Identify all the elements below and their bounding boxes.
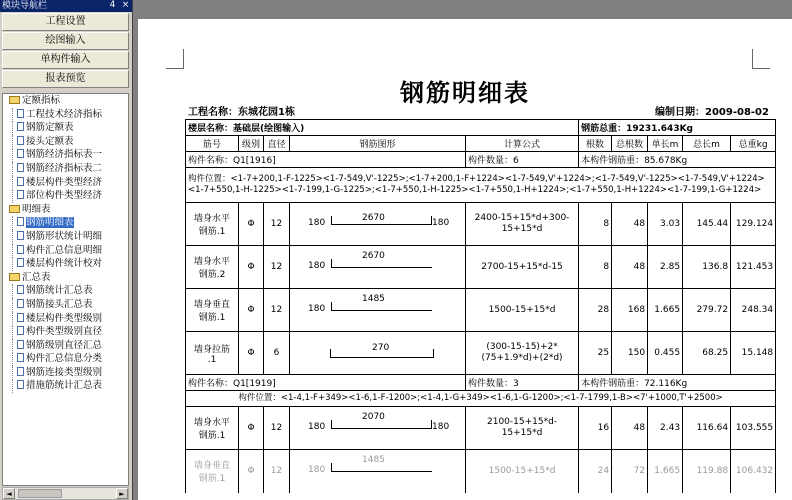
rebar-count: 28 — [579, 289, 612, 332]
member-count: 构件数量：6 — [466, 152, 579, 168]
scroll-left-icon[interactable]: ◄ — [3, 488, 15, 499]
rebar-bar — [332, 224, 432, 225]
rebar-bar — [332, 471, 432, 472]
tree-item-2[interactable] — [3, 121, 128, 135]
report-date: 编制日期：2009-08-02 — [655, 107, 769, 118]
member-count: 构件数量：3 — [466, 375, 579, 391]
column-header-8: 总长m — [683, 136, 731, 152]
navigator-title-bar — [0, 0, 132, 12]
rebar-row[interactable] — [186, 246, 776, 289]
rebar-name: 墙身垂直 钢筋.1 — [186, 289, 239, 332]
tree-item-11[interactable] — [3, 244, 128, 258]
folder-icon — [9, 273, 20, 281]
tie-hook-left — [330, 349, 331, 357]
tree-item-5[interactable] — [3, 162, 128, 176]
column-header-3: 钢筋图形 — [290, 136, 466, 152]
report-page — [138, 19, 792, 500]
rebar-total-length: 279.72 — [683, 289, 731, 332]
rebar-name: 墙身水平 钢筋.2 — [186, 246, 239, 289]
project-name: 工程名称：东城花园1栋 — [188, 107, 295, 118]
rebar-total-weight: 15.148 — [731, 332, 776, 375]
rebar-grade: Φ — [239, 407, 264, 450]
rebar-left-hook-label: 180 — [308, 261, 326, 271]
rebar-count: 8 — [579, 203, 612, 246]
rebar-diameter: 12 — [264, 203, 290, 246]
tree-item-19[interactable] — [3, 352, 128, 366]
tree-folder-13[interactable] — [3, 271, 128, 285]
rebar-unit-length: 3.03 — [648, 203, 683, 246]
pin-icon[interactable]: 4 — [109, 0, 116, 10]
rebar-length-label: 2670 — [362, 213, 385, 223]
member-weight: 本构件钢筋重：85.678Kg — [579, 152, 776, 168]
tree-item-12[interactable] — [3, 257, 128, 271]
navigator-title: 模块导航栏 — [2, 1, 48, 11]
rebar-formula: (300-15-15)+2*(75+1.9*d)+(2*d) — [466, 332, 579, 375]
rebar-shape-cell — [290, 289, 466, 332]
rebar-grade: Φ — [239, 332, 264, 375]
floor-name: 楼层名称：基础层(绘图输入) — [186, 120, 579, 136]
tie-hook-right — [433, 349, 434, 357]
rebar-shape — [292, 204, 463, 244]
rebar-length-label: 2670 — [362, 251, 385, 261]
tree-item-label: 钢筋经济指标表一 — [26, 149, 103, 161]
rebar-total-length: 145.44 — [683, 203, 731, 246]
rebar-total-length: 68.25 — [683, 332, 731, 375]
rebar-grade: Φ — [239, 450, 264, 493]
rebar-unit-length: 2.85 — [648, 246, 683, 289]
rebar-shape-cell — [290, 246, 466, 289]
rebar-row[interactable] — [186, 407, 776, 450]
tree-horizontal-scrollbar[interactable] — [2, 487, 129, 500]
rebar-unit-length: 1.665 — [648, 289, 683, 332]
rebar-formula: 1500-15+15*d — [466, 450, 579, 493]
rebar-total-count: 72 — [612, 450, 648, 493]
rebar-unit-length: 1.665 — [648, 450, 683, 493]
rebar-shape — [292, 451, 463, 491]
member-position: 构件位置：<1-7+200,1-F-1225><1-7-549,V'-1225>;<1-7+200,1-F+1224><1-7-549,V'+1224>;<1-7-549,V'-1225><1-7-549,V'+1224><1-7+550,1-H-1225><1-7-199,1-G-1225>;<1-7+550,1-H-1225><1-7+550,1-H+1224>;<1-7+550,1-H+1224><1-7-199,1-G+1224> — [186, 168, 776, 203]
tree-item-label: 楼层构件类型经济 — [26, 176, 103, 188]
rebar-length-label: 2070 — [362, 412, 385, 422]
rebar-formula: 2400-15+15*d+300-15+15*d — [466, 203, 579, 246]
document-icon — [17, 217, 24, 226]
document-icon — [17, 340, 24, 349]
document-icon — [17, 231, 24, 240]
tree-item-label: 钢筋定额表 — [26, 122, 74, 134]
rebar-diameter: 12 — [264, 289, 290, 332]
nav-button-report-preview[interactable]: 报表预览 — [2, 70, 129, 88]
folder-icon — [9, 205, 20, 213]
rebar-shape — [292, 247, 463, 287]
member-weight: 本构件钢筋重：72.116Kg — [579, 375, 776, 391]
rebar-total-weight: 121.453 — [731, 246, 776, 289]
tree-item-18[interactable] — [3, 339, 128, 353]
rebar-shape-cell — [290, 332, 466, 375]
tie-bar — [330, 357, 434, 358]
document-icon — [17, 367, 24, 376]
column-header-2: 直径 — [264, 136, 290, 152]
column-header-5: 根数 — [579, 136, 612, 152]
report-title: 钢筋明细表 — [400, 78, 530, 107]
rebar-length-label: 1485 — [362, 294, 385, 304]
tree-item-17[interactable] — [3, 325, 128, 339]
close-icon[interactable]: × — [121, 0, 130, 10]
scroll-thumb[interactable] — [18, 489, 62, 498]
tree-item-label: 部位构件类型经济 — [26, 190, 103, 202]
tree-item-10[interactable] — [3, 230, 128, 244]
folder-icon — [9, 96, 20, 104]
tree-item-14[interactable] — [3, 284, 128, 298]
rebar-count: 8 — [579, 246, 612, 289]
tree-item-label: 钢筋形状统计明细 — [26, 230, 103, 242]
rebar-length-label: 270 — [372, 343, 390, 353]
rebar-formula: 2700-15+15*d-15 — [466, 246, 579, 289]
rebar-name: 墙身水平 钢筋.1 — [186, 203, 239, 246]
document-icon — [17, 177, 24, 186]
rebar-shape-cell — [290, 203, 466, 246]
rebar-bar — [332, 428, 432, 429]
tree-item-label: 明细表 — [22, 203, 51, 215]
tree-item-6[interactable] — [3, 176, 128, 190]
rebar-grade: Φ — [239, 203, 264, 246]
tree-item-label: 楼层构件类型级别 — [26, 312, 103, 324]
rebar-shape — [292, 333, 463, 373]
tree-item-label: 接头定额表 — [26, 135, 74, 147]
rebar-grade: Φ — [239, 246, 264, 289]
rebar-right-hook-label: 180 — [432, 422, 450, 432]
tree-item-label: 钢筋明细表 — [26, 217, 74, 229]
tree-item-16[interactable] — [3, 312, 128, 326]
document-icon — [17, 326, 24, 335]
tree-item-3[interactable] — [3, 135, 128, 149]
document-icon — [17, 245, 24, 254]
document-icon — [17, 122, 24, 131]
tree-folder-8[interactable] — [3, 203, 128, 217]
tree-item-label: 钢筋连接类型级别 — [26, 366, 103, 378]
member-position: 构件位置：<1-4,1-F+349><1-6,1-F-1200>;<1-4,1-G+349><1-6,1-G-1200>;<1-7-1799,1-B><7'+1000,T'+2500> — [186, 391, 776, 407]
document-icon — [17, 149, 24, 158]
member-name: 构件名称：Q1[1919] — [186, 375, 466, 391]
rebar-total-count: 150 — [612, 332, 648, 375]
rebar-shape — [292, 290, 463, 330]
tree-item-label: 工程技术经济指标 — [26, 108, 103, 120]
tree-item-9[interactable] — [3, 216, 128, 230]
tree-item-7[interactable] — [3, 189, 128, 203]
rebar-right-hook-label: 180 — [432, 218, 450, 228]
rebar-diameter: 6 — [264, 332, 290, 375]
rebar-total-weight: 106.432 — [731, 450, 776, 493]
nav-button-single-member-input[interactable]: 单构件输入 — [2, 51, 129, 69]
rebar-bar — [332, 310, 432, 311]
rebar-left-hook-label: 180 — [308, 465, 326, 476]
column-header-0: 筋号 — [186, 136, 239, 152]
rebar-name: 墙身水平 钢筋.1 — [186, 407, 239, 450]
rebar-count: 25 — [579, 332, 612, 375]
document-icon — [17, 136, 24, 145]
rebar-total-count: 48 — [612, 407, 648, 450]
tree-item-label: 构件汇总信息分类 — [26, 353, 103, 365]
crop-mark-top-right — [752, 49, 770, 69]
rebar-shape-cell — [290, 407, 466, 450]
rebar-count: 16 — [579, 407, 612, 450]
document-icon — [17, 190, 24, 199]
rebar-total-count: 48 — [612, 203, 648, 246]
tree-item-21[interactable] — [3, 379, 128, 393]
tree-item-label: 钢筋统计汇总表 — [26, 285, 93, 297]
document-icon — [17, 313, 24, 322]
scroll-right-icon[interactable]: ► — [116, 488, 128, 499]
rebar-total-length: 119.88 — [683, 450, 731, 493]
column-header-4: 计算公式 — [466, 136, 579, 152]
document-icon — [17, 380, 24, 389]
module-navigator-panel — [0, 0, 133, 500]
column-header-6: 总根数 — [612, 136, 648, 152]
rebar-left-hook-label: 180 — [308, 304, 326, 314]
document-icon — [17, 109, 24, 118]
rebar-total-weight: 248.34 — [731, 289, 776, 332]
document-icon — [17, 285, 24, 294]
rebar-diameter: 12 — [264, 246, 290, 289]
rebar-left-hook-label: 180 — [308, 218, 326, 228]
nav-button-drawing-input[interactable]: 绘图输入 — [2, 32, 129, 50]
tree-item-label: 楼层构件统计校对 — [26, 258, 103, 270]
rebar-count: 24 — [579, 450, 612, 493]
rebar-unit-length: 2.43 — [648, 407, 683, 450]
rebar-formula: 1500-15+15*d — [466, 289, 579, 332]
document-icon — [17, 163, 24, 172]
document-icon — [17, 353, 24, 362]
tree-item-15[interactable] — [3, 298, 128, 312]
tree-item-20[interactable] — [3, 366, 128, 380]
column-header-9: 总重kg — [731, 136, 776, 152]
column-header-7: 单长m — [648, 136, 683, 152]
tree-item-label: 钢筋级别直径汇总 — [26, 339, 103, 351]
rebar-total-weight: 129.124 — [731, 203, 776, 246]
tree-item-label: 钢筋经济指标表二 — [26, 162, 103, 174]
rebar-total-count: 48 — [612, 246, 648, 289]
tree-item-4[interactable] — [3, 148, 128, 162]
tree-item-label: 措施筋统计汇总表 — [26, 380, 103, 392]
tree-item-label: 钢筋接头汇总表 — [26, 298, 93, 310]
tree-item-label: 构件汇总信息明细 — [26, 244, 103, 256]
member-name: 构件名称：Q1[1916] — [186, 152, 466, 168]
rebar-shape-cell — [290, 450, 466, 493]
rebar-shape — [292, 408, 463, 448]
document-icon — [17, 258, 24, 267]
report-tree — [2, 93, 129, 486]
rebar-row[interactable] — [186, 289, 776, 332]
column-header-1: 级别 — [239, 136, 264, 152]
tree-item-label: 定额指标 — [22, 95, 61, 106]
tree-item-label: 构件类型级别直径 — [26, 326, 103, 338]
document-icon — [17, 299, 24, 308]
rebar-row[interactable] — [186, 203, 776, 246]
rebar-left-hook-label: 180 — [308, 422, 326, 432]
rebar-total-length: 136.8 — [683, 246, 731, 289]
rebar-row[interactable] — [186, 450, 776, 493]
rebar-name: 墙身垂直 钢筋.1 — [186, 450, 239, 493]
rebar-detail-table — [185, 119, 776, 493]
rebar-formula: 2100-15+15*d-15+15*d — [466, 407, 579, 450]
crop-mark-top-left — [166, 49, 184, 69]
rebar-diameter: 12 — [264, 407, 290, 450]
rebar-diameter: 12 — [264, 450, 290, 493]
rebar-total-weight: 103.555 — [731, 407, 776, 450]
rebar-name: 墙身拉筋 .1 — [186, 332, 239, 375]
nav-button-project-settings[interactable]: 工程设置 — [2, 13, 129, 31]
tree-folder-0[interactable] — [3, 94, 128, 108]
tree-item-1[interactable] — [3, 108, 128, 122]
rebar-unit-length: 0.455 — [648, 332, 683, 375]
rebar-row[interactable] — [186, 332, 776, 375]
rebar-bar — [332, 267, 432, 268]
tree-item-label: 汇总表 — [22, 271, 51, 283]
total-weight: 钢筋总重：19231.643Kg — [579, 120, 776, 136]
rebar-length-label: 1485 — [362, 455, 385, 466]
rebar-total-count: 168 — [612, 289, 648, 332]
rebar-grade: Φ — [239, 289, 264, 332]
rebar-total-length: 116.64 — [683, 407, 731, 450]
